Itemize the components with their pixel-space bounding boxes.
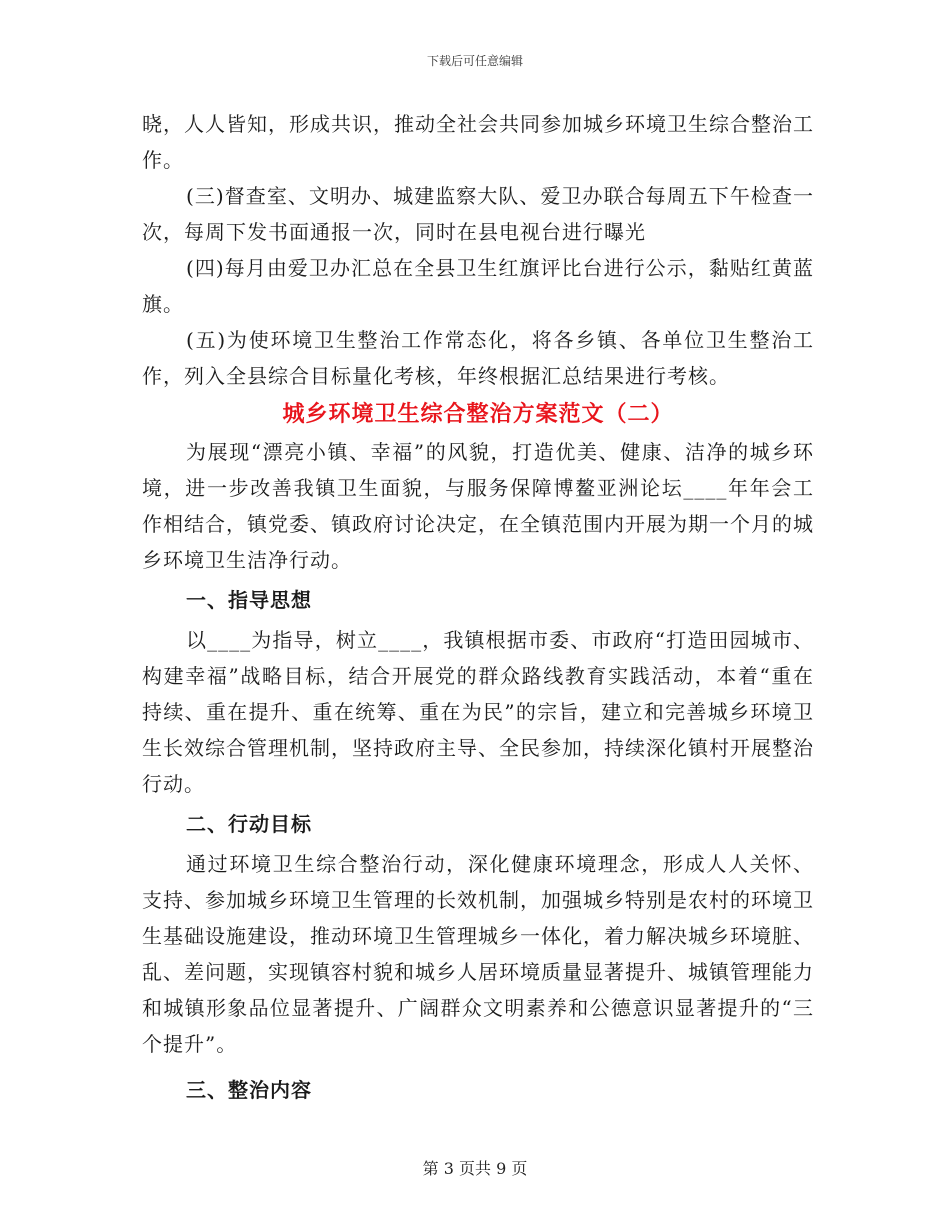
heading-remediation-content: 三、整治内容 xyxy=(186,1078,312,1102)
page-number: 第 3 页共 9 页 xyxy=(422,1159,528,1178)
paragraph-guiding-thought: 以____为指导，树立____，我镇根据市委、市政府“打造田园城市、构建幸福”战略目标，结合开展党的群众路线教育实践活动，本着“重在持续、重在提升、重在统筹、重在为民”的宗旨，建立和完善城乡环境卫生长效综合管理机制，坚持政府主导、全民参加，持续深化镇村开展整治行动。 xyxy=(142,628,814,796)
paragraph-continuation: 晓，人人皆知，形成共识，推动全社会共同参加城乡环境卫生综合整治工作。 xyxy=(142,112,814,172)
document-body xyxy=(142,106,814,1112)
heading-guiding-thought: 一、指导思想 xyxy=(186,588,312,612)
paragraph-item-4: (四)每月由爱卫办汇总在全县卫生红旗评比台进行公示，黏贴红黄蓝旗。 xyxy=(142,256,814,316)
paragraph-intro: 为展现“漂亮小镇、幸福”的风貌，打造优美、健康、洁净的城乡环境，进一步改善我镇卫生面貌，与服务保障博鳌亚洲论坛____年年会工作相结合，镇党委、镇政府讨论决定，在全镇范围内开展为期一个月的城乡环境卫生洁净行动。 xyxy=(142,440,814,572)
paragraph-action-goal: 通过环境卫生综合整治行动，深化健康环境理念，形成人人关怀、支持、参加城乡环境卫生管理的长效机制，加强城乡特别是农村的环境卫生基础设施建设，推动环境卫生管理城乡一体化，着力解决城乡环境脏、乱、差问题，实现镇容村貌和城乡人居环境质量显著提升、城镇管理能力和城镇形象品位显著提升、广阔群众文明素养和公德意识显著提升的“三个提升”。 xyxy=(142,852,814,1056)
header-note: 下载后可任意编辑 xyxy=(426,54,523,68)
heading-action-goal: 二、行动目标 xyxy=(186,812,312,836)
paragraph-item-5: (五)为使环境卫生整治工作常态化，将各乡镇、各单位卫生整治工作，列入全县综合目标量化考核，年终根据汇总结果进行考核。 xyxy=(142,328,814,388)
section-title: 城乡环境卫生综合整治方案范文（二） xyxy=(282,401,674,427)
paragraph-item-3: (三)督查室、文明办、城建监察大队、爱卫办联合每周五下午检查一次，每周下发书面通报一次，同时在县电视台进行曝光 xyxy=(142,184,814,244)
